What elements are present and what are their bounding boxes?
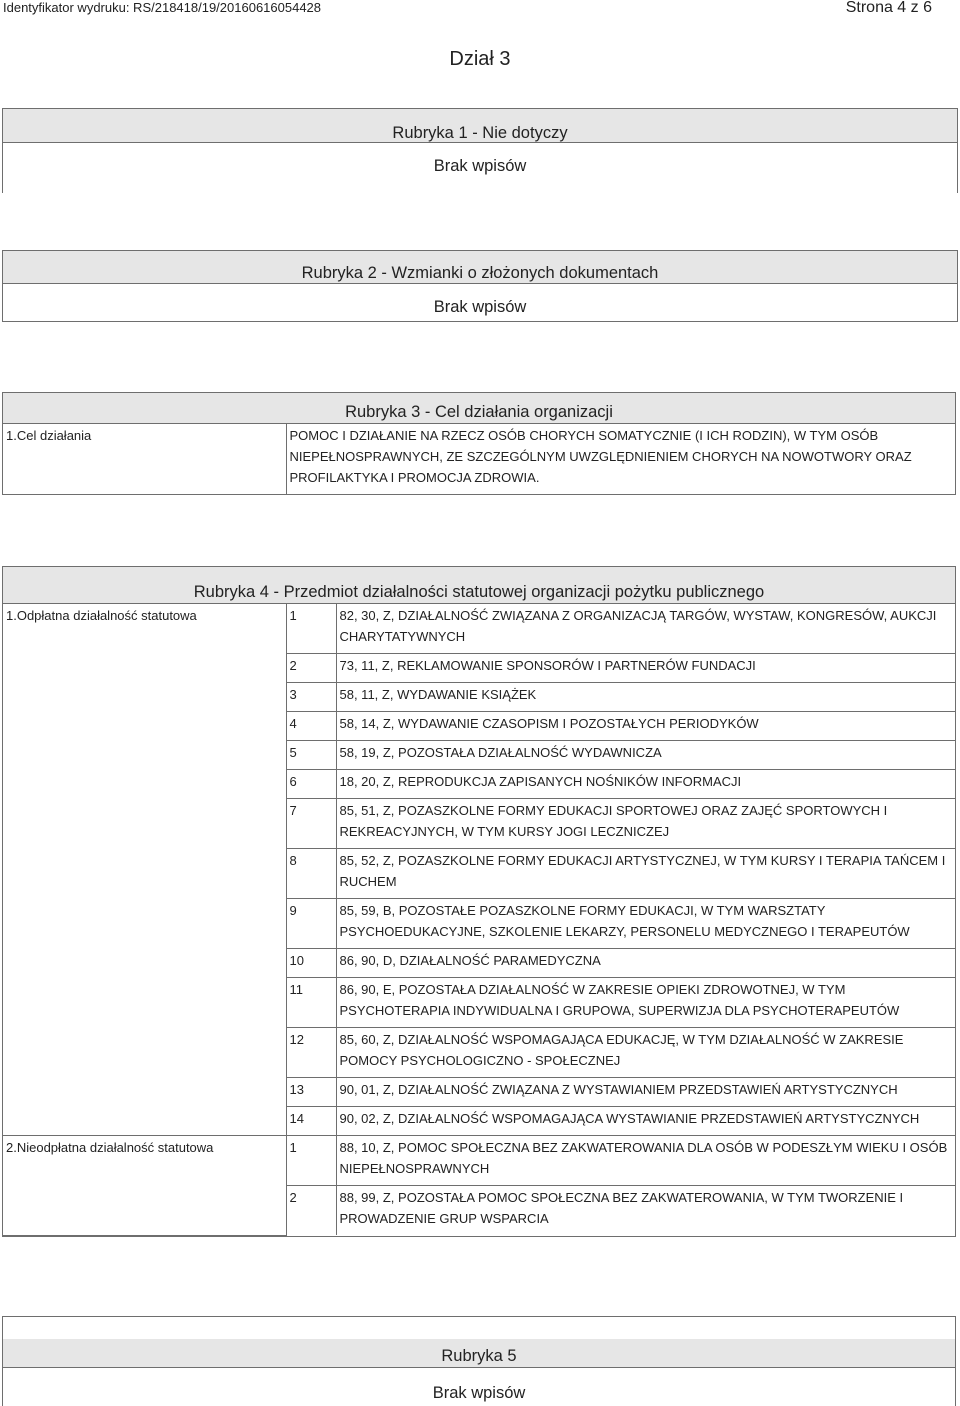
activity-text: 58, 14, Z, WYDAWANIE CZASOPISM I POZOSTAŁYCH PERIODYKÓW	[336, 712, 955, 741]
activity-text: 90, 01, Z, DZIAŁALNOŚĆ ZWIĄZANA Z WYSTAWIANIEM PRZEDSTAWIEŃ ARTYSTYCZNYCH	[336, 1078, 955, 1107]
section-title: Dział 3	[449, 48, 511, 70]
activity-number: 10	[286, 949, 336, 978]
activity-group-label: 2.Nieodpłatna działalność statutowa	[3, 1136, 286, 1236]
activity-text: 58, 19, Z, POZOSTAŁA DZIAŁALNOŚĆ WYDAWNICZA	[336, 741, 955, 770]
activity-number: 9	[286, 899, 336, 949]
activity-text: 88, 10, Z, POMOC SPOŁECZNA BEZ ZAKWATEROWANIA DLA OSÓB W PODESZŁYM WIEKU I OSÓB NIEPEŁNOSPRAWNYCH	[336, 1136, 955, 1186]
goal-label: 1.Cel działania	[3, 424, 286, 495]
activity-text: 18, 20, Z, REPRODUKCJA ZAPISANYCH NOŚNIKÓW INFORMACJI	[336, 770, 955, 799]
table-row	[3, 424, 955, 495]
activity-number: 1	[286, 1136, 336, 1186]
activity-number: 2	[286, 1186, 336, 1236]
activity-text: 86, 90, D, DZIAŁALNOŚĆ PARAMEDYCZNA	[336, 949, 955, 978]
activity-text: 85, 52, Z, POZASZKOLNE FORMY EDUKACJI ARTYSTYCZNEJ, W TYM KURSY I TERAPIA TAŃCEM I RUCHEM	[336, 849, 955, 899]
activity-text: 90, 02, Z, DZIAŁALNOŚĆ WSPOMAGAJĄCA WYSTAWIANIE PRZEDSTAWIEŃ ARTYSTYCZNYCH	[336, 1107, 955, 1136]
activity-text: 85, 59, B, POZOSTAŁE POZASZKOLNE FORMY EDUKACJI, W TYM WARSZTATY PSYCHOEDUKACYJNE, SZKOLENIE LEKARZY, PERSONELU MEDYCZNEGO I TERAPEUTÓW	[336, 899, 955, 949]
activity-number: 8	[286, 849, 336, 899]
rubryka-5-empty: Brak wpisów	[432, 1384, 526, 1402]
rubryka-2-box	[2, 250, 958, 322]
rubryka-5-title: Rubryka 5	[3, 1339, 955, 1368]
rubryka-4-title: Rubryka 4 - Przedmiot działalności statutowej organizacji pożytku publicznego	[3, 567, 955, 603]
activity-number: 11	[286, 978, 336, 1028]
activity-number: 6	[286, 770, 336, 799]
rubryka-1-empty: Brak wpisów	[433, 157, 527, 175]
activity-text: 82, 30, Z, DZIAŁALNOŚĆ ZWIĄZANA Z ORGANIZACJĄ TARGÓW, WYSTAW, KONGRESÓW, AUKCJI CHARYTATYWNYCH	[336, 604, 955, 654]
rubryka-4-box	[2, 566, 956, 1237]
rubryka-1-box	[2, 108, 958, 193]
activity-number: 4	[286, 712, 336, 741]
activity-group-label: 1.Odpłatna działalność statutowa	[3, 604, 286, 1136]
activity-number: 3	[286, 683, 336, 712]
activity-text: 85, 51, Z, POZASZKOLNE FORMY EDUKACJI SPORTOWEJ ORAZ ZAJĘĆ SPORTOWYCH I REKREACYJNYCH, W TYM KURSY JOGI LECZNICZEJ	[336, 799, 955, 849]
rubryka-2-empty: Brak wpisów	[433, 298, 527, 316]
page-number: Strona 4 z 6	[845, 0, 932, 16]
print-header	[0, 0, 960, 18]
rubryka-3-box	[2, 392, 956, 495]
print-identifier: Identyfikator wydruku: RS/218418/19/20160616054428	[3, 0, 322, 15]
activity-text: 58, 11, Z, WYDAWANIE KSIĄŻEK	[336, 683, 955, 712]
activity-text: 73, 11, Z, REKLAMOWANIE SPONSORÓW I PARTNERÓW FUNDACJI	[336, 654, 955, 683]
activity-number: 14	[286, 1107, 336, 1136]
activity-text: 85, 60, Z, DZIAŁALNOŚĆ WSPOMAGAJĄCA EDUKACJĘ, W TYM DZIAŁALNOŚĆ W ZAKRESIE POMOCY PSYCHOLOGICZNO - SPOŁECZNEJ	[336, 1028, 955, 1078]
table-row	[3, 604, 955, 654]
goal-value: POMOC I DZIAŁANIE NA RZECZ OSÓB CHORYCH SOMATYCZNIE (I ICH RODZIN), W TYM OSÓB NIEPEŁNOSPRAWNYCH, ZE SZCZEGÓLNYM UWZGLĘDNIENIEM CHORYCH NA NOWOTWORY ORAZ PROFILAKTYKA I PROMOCJA ZDROWIA.	[286, 424, 955, 495]
rubryka-3-title: Rubryka 3 - Cel działania organizacji	[3, 393, 955, 423]
activity-number: 1	[286, 604, 336, 654]
rubryka-2-title: Rubryka 2 - Wzmianki o złożonych dokumentach	[3, 251, 957, 284]
activity-text: 88, 99, Z, POZOSTAŁA POMOC SPOŁECZNA BEZ ZAKWATEROWANIA, W TYM TWORZENIE I PROWADZENIE GRUP WSPARCIA	[336, 1186, 955, 1236]
rubryka-3-table	[3, 423, 955, 494]
rubryka-5-box	[2, 1316, 956, 1406]
activity-number: 7	[286, 799, 336, 849]
rubryka-4-table	[3, 603, 955, 1236]
activity-text: 86, 90, E, POZOSTAŁA DZIAŁALNOŚĆ W ZAKRESIE OPIEKI ZDROWOTNEJ, W TYM PSYCHOTERAPIA INDYWIDUALNA I GRUPOWA, SUPERWIZJA DLA PSYCHOTERAPEUTÓW	[336, 978, 955, 1028]
activity-number: 12	[286, 1028, 336, 1078]
activity-number: 13	[286, 1078, 336, 1107]
rubryka-1-title: Rubryka 1 - Nie dotyczy	[3, 109, 957, 143]
activity-number: 2	[286, 654, 336, 683]
activity-number: 5	[286, 741, 336, 770]
table-row	[3, 1136, 955, 1186]
